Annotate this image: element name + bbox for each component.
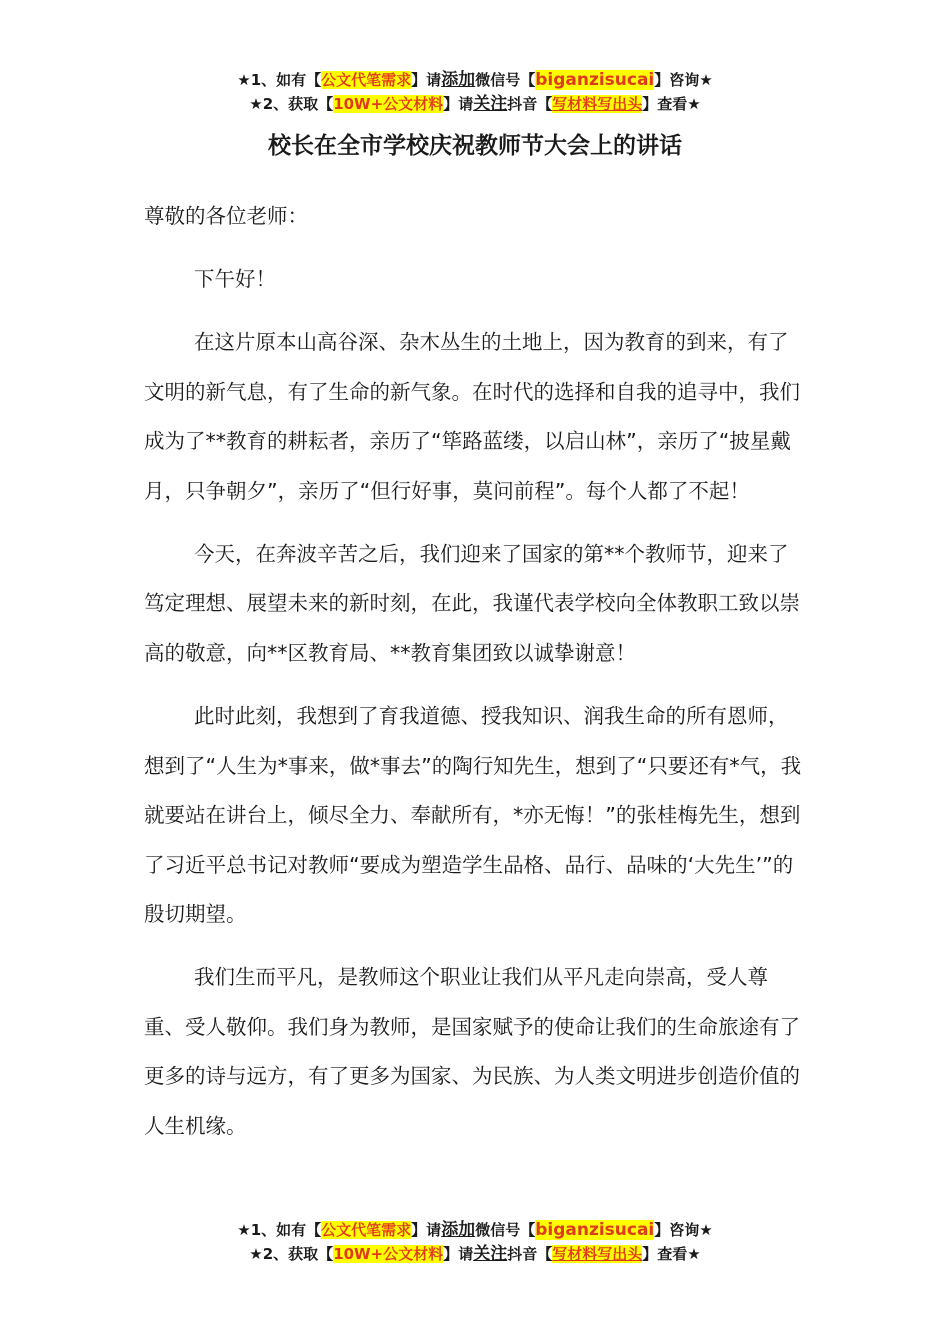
paragraph: 在这片原本山高谷深、杂木丛生的土地上，因为教育的到来，有了文明的新气息，有了生命的新气象。在时代的选择和自我的追寻中，我们成为了**教育的耕耘者，亲历了“筚路蓝缕，以启山林”，亲历了“披星戴月，只争朝夕”，亲历了“但行好事，莫问前程”。每个人都了不起！ bbox=[144, 329, 800, 503]
promo-underlined: 添加 bbox=[441, 1220, 476, 1240]
promo-text: 】请 bbox=[443, 95, 474, 113]
paragraph: 我们生而平凡，是教师这个职业让我们从平凡走向崇高，受人尊重、受人敬仰。我们身为教师，是国家赋予的使命让我们的生命旅途有了更多的诗与远方，有了更多为国家、为民族、为人类文明进步创造价值的人生机缘。 bbox=[144, 965, 800, 1139]
promo-line-1 bbox=[0, 68, 950, 92]
paragraph: 此时此刻，我想到了育我道德、授我知识、润我生命的所有恩师，想到了“人生为*事来，做*事去”的陶行知先生，想到了“只要还有*气，我就要站在讲台上，倾尽全力、奉献所有，*亦无悔！”的张桂梅先生，想到了习近平总书记对教师“要成为塑造学生品格、品行、品味的‘大先生’”的殷切期望。 bbox=[144, 703, 802, 927]
promo-text: ★2、获取【 bbox=[249, 95, 334, 113]
promo-douyin-id: 写材料写出头 bbox=[552, 95, 643, 113]
promo-text: 微信号【 bbox=[475, 71, 536, 89]
promo-douyin-id: 写材料写出头 bbox=[552, 1245, 643, 1263]
promo-text: 】咨询★ bbox=[654, 1221, 713, 1239]
promo-highlight: 公文代笔需求 bbox=[321, 1221, 412, 1239]
promo-text: 】请 bbox=[411, 71, 442, 89]
promo-highlight: 10W+公文材料 bbox=[333, 1245, 444, 1263]
promo-text: 】查看★ bbox=[642, 95, 701, 113]
promo-wechat-id: biganzisucai bbox=[535, 1220, 655, 1240]
promo-text: 】请 bbox=[443, 1245, 474, 1263]
salutation: 尊敬的各位老师： bbox=[144, 204, 308, 228]
promo-text: 】查看★ bbox=[642, 1245, 701, 1263]
document-title: 校长在全市学校庆祝教师节大会上的讲话 bbox=[268, 133, 682, 159]
promo-text: 】咨询★ bbox=[654, 71, 713, 89]
promo-text: 微信号【 bbox=[475, 1221, 536, 1239]
promo-underlined: 关注 bbox=[473, 1244, 508, 1264]
promo-text: ★2、获取【 bbox=[249, 1245, 334, 1263]
promo-line-2 bbox=[0, 92, 950, 116]
document-body bbox=[144, 192, 804, 1165]
promo-underlined: 添加 bbox=[441, 70, 476, 90]
greeting: 下午好！ bbox=[194, 266, 276, 291]
promo-header bbox=[0, 68, 950, 116]
promo-footer bbox=[0, 1218, 950, 1266]
promo-line-2 bbox=[0, 1242, 950, 1266]
promo-wechat-id: biganzisucai bbox=[535, 70, 655, 90]
paragraph: 今天，在奔波辛苦之后，我们迎来了国家的第**个教师节，迎来了笃定理想、展望未来的新时刻，在此，我谨代表学校向全体教职工致以崇高的敬意，向**区教育局、**教育集团致以诚挚谢意！ bbox=[144, 541, 800, 665]
promo-highlight: 10W+公文材料 bbox=[333, 95, 444, 113]
promo-underlined: 关注 bbox=[473, 94, 508, 114]
promo-line-1 bbox=[0, 1218, 950, 1242]
promo-text: 抖音【 bbox=[507, 95, 553, 113]
promo-text: 】请 bbox=[411, 1221, 442, 1239]
promo-text: ★1、如有【 bbox=[237, 71, 322, 89]
promo-text: 抖音【 bbox=[507, 1245, 553, 1263]
promo-text: ★1、如有【 bbox=[237, 1221, 322, 1239]
promo-highlight: 公文代笔需求 bbox=[321, 71, 412, 89]
